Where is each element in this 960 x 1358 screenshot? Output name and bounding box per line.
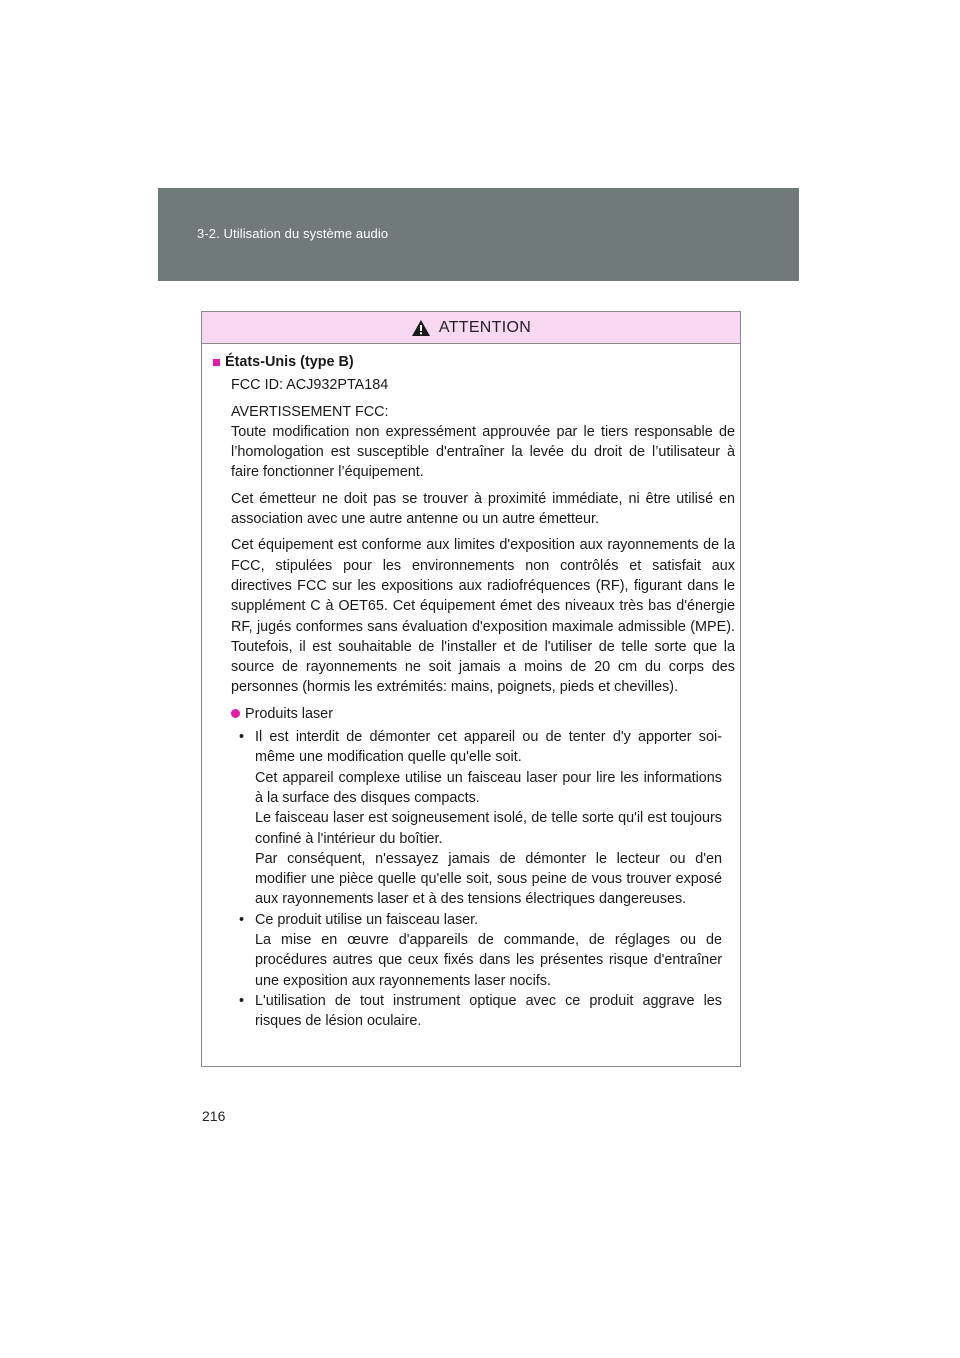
fcc-warning-title: AVERTISSEMENT FCC: [231,403,389,420]
paragraph-transmitter: Cet émetteur ne doit pas se trouver à proximité immédiate, ni être utilisé en association avec une autre antenne ou un autre émetteur. [231,490,735,528]
section-heading-text: États-Unis (type B) [225,354,354,370]
list-line: La mise en œuvre d'appareils de commande, de réglages ou de procédures autres que ceux fixés dans les présentes risque d'entraîner une exposition aux rayonnements laser nocifs. [255,932,722,989]
laser-heading-text: Produits laser [245,705,333,722]
list-line: L'utilisation de tout instrument optique avec ce produit aggrave les risques de lésion oculaire. [255,992,722,1030]
section-content [213,375,735,1031]
warning-box [201,311,741,1067]
list-item [239,727,722,910]
section-header-band [158,188,799,281]
laser-list [239,727,722,1031]
list-bullet: • [239,911,245,928]
square-bullet-icon [213,359,220,366]
warning-triangle-icon [411,319,431,337]
section-heading [213,352,735,372]
fcc-warning-text: Toute modification non expressément approuvée par le tiers responsable de l’homologation est susceptible d'entraîner la levée du droit de l’utilisateur à faire fonctionner l’équipement. [231,423,735,481]
fcc-id: FCC ID: ACJ932PTA184 [231,377,389,394]
list-line: Cet appareil complexe utilise un faisceau laser pour lire les informations à la surface des disques compacts. [255,769,722,806]
list-line: Il est interdit de démonter cet appareil ou de tenter d'y apporter soi-même une modification quelle qu'elle soit. [255,729,722,766]
list-line: Ce produit utilise un faisceau laser. [255,911,479,928]
list-line: Le faisceau laser est soigneusement isolé, de telle sorte qu'il est toujours confiné à l'intérieur du boîtier. [255,810,722,847]
fcc-warning-block [231,402,735,483]
list-bullet: • [239,729,245,746]
warning-label: ATTENTION [438,318,532,336]
list-item [239,991,722,1032]
list-bullet: • [239,992,245,1009]
page-number: 216 [202,1108,226,1124]
warning-header [202,312,740,344]
laser-heading [231,704,735,724]
list-line: Par conséquent, n'essayez jamais de démonter le lecteur ou d'en modifier une pièce quelle qu'elle soit, sous peine de vous trouver exposé aux rayonnements laser et à des tensions électriques dangereuses. [255,850,722,908]
paragraph-exposure: Cet équipement est conforme aux limites d'exposition aux rayonnements de la FCC, stipulées pour les environnements non contrôlés et satisfait aux directives FCC sur les expositions aux radiofréquences (RF), figurant dans le supplément C à OET65. Cet équipement émet des niveaux très bas d'énergie RF, jugés conformes sans évaluation d'exposition maximale admissible (MPE). Toutefois, il est souhaitable de l'installer et de l'utiliser de telle sorte que la source de rayonnements ne soit jamais a moins de 20 cm du corps des personnes (hormis les extrémités: mains, poignets, pieds et chevilles). [231,537,735,696]
list-item [239,910,722,991]
warning-body [202,344,740,1032]
section-title: 3-2. Utilisation du système audio [197,226,389,241]
circle-bullet-icon [231,709,240,718]
